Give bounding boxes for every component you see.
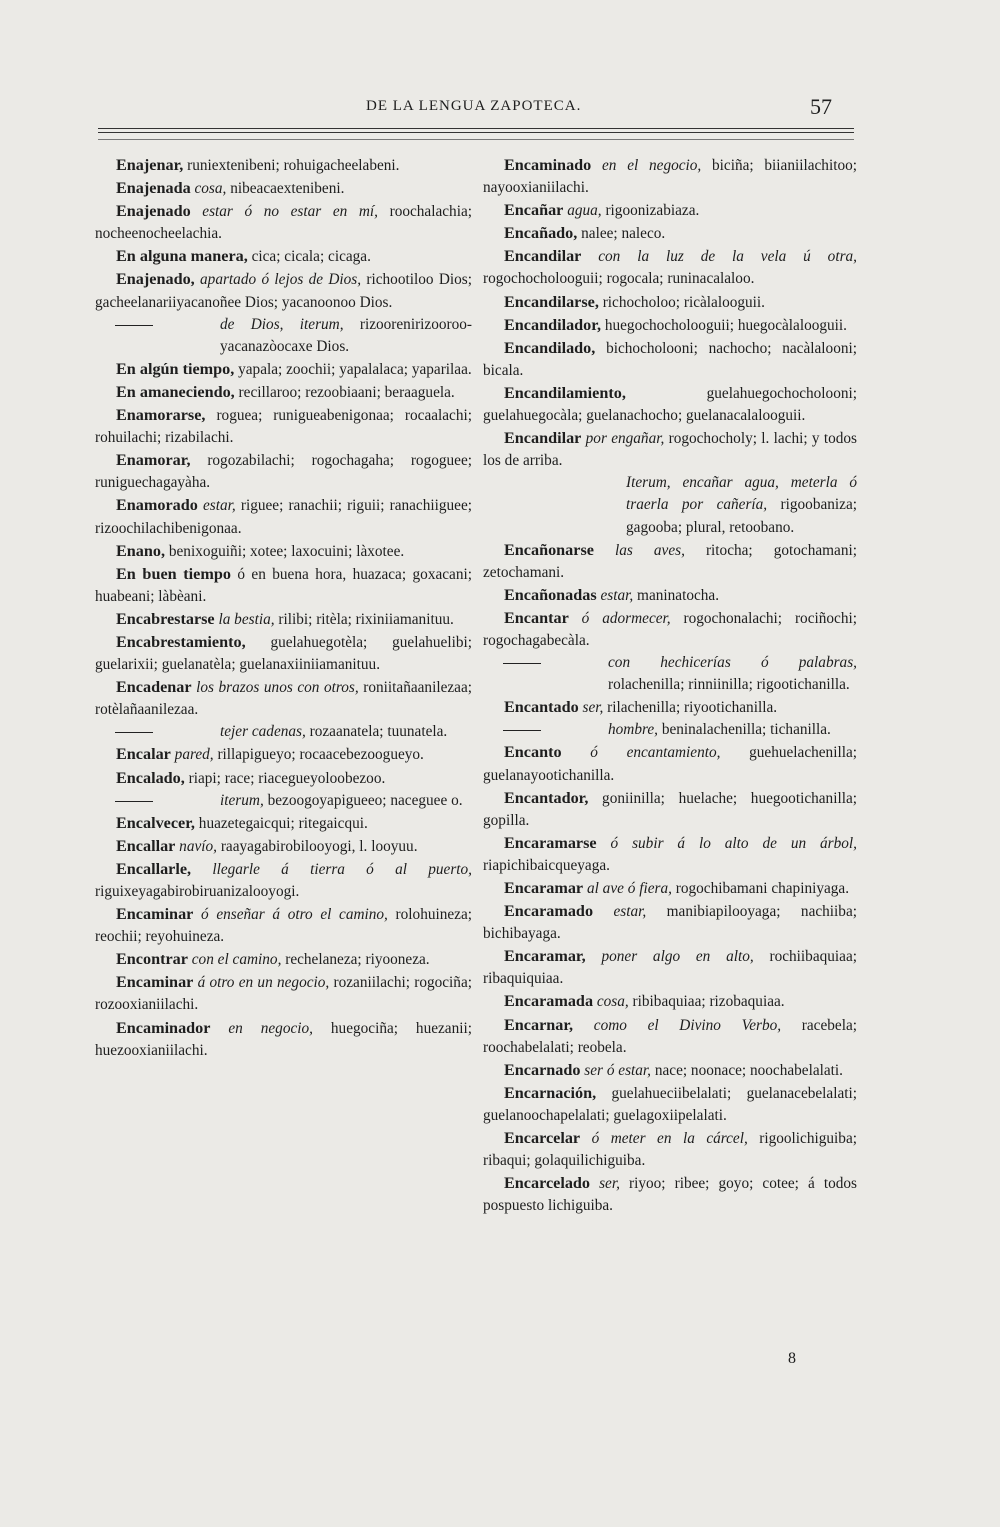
gloss-italic: tejer cadenas, <box>220 723 306 741</box>
translation: rigoobaniza; gagooba; plural, retoobano. <box>626 496 857 536</box>
headword: Encarnar, <box>504 1015 574 1034</box>
headword: Encantar <box>504 608 569 627</box>
header-rule <box>98 139 854 140</box>
dictionary-entry <box>95 721 472 743</box>
dictionary-entry <box>95 404 472 449</box>
translation: nalee; naleco. <box>577 225 666 243</box>
translation: ribibaquiaa; rizobaquiaa. <box>628 993 785 1011</box>
headword: Encarcelado <box>504 1174 591 1193</box>
translation: bichocholooni; nachocho; nacàlalooni; bicala. <box>483 339 857 379</box>
translation: rozaanatela; tuunatela. <box>305 723 448 741</box>
dictionary-entry <box>95 676 472 721</box>
translation: riguee; ranachii; riguii; ranachiiguee; rizoochilachibenigonaa. <box>95 497 472 537</box>
dictionary-entry <box>95 268 472 313</box>
headword: Encañar <box>504 201 564 220</box>
translation: rechelaneza; riyooneza. <box>281 951 430 969</box>
headword: Encaminar <box>116 905 194 924</box>
headword: Enajenado <box>116 202 191 221</box>
header-rule <box>98 128 854 129</box>
headword: Encanto <box>504 743 562 762</box>
dictionary-entry <box>483 154 857 199</box>
headword: Encaramar, <box>504 947 586 966</box>
dictionary-entry <box>483 222 857 245</box>
headword: Encarnado <box>504 1060 581 1079</box>
gloss-italic: agua, <box>563 202 602 220</box>
dictionary-entry <box>483 539 857 584</box>
translation: rogozabilachi; rogochagaha; rogoguee; runiguechagayàha. <box>95 452 472 492</box>
dictionary-entry <box>483 472 857 538</box>
translation: rogochibamani chapiniyaga. <box>671 880 850 897</box>
headword: Encandilarse, <box>504 292 599 311</box>
headword: En amaneciendo, <box>116 382 235 401</box>
dictionary-entry <box>483 652 857 696</box>
headword: Encañado, <box>504 224 578 243</box>
translation: biciña; biianiilachitoo; nayooxianiilachi. <box>483 157 857 197</box>
gloss-italic: pared, <box>170 746 214 764</box>
gloss-italic: en el negocio, <box>591 157 702 174</box>
headword: Encabrestamiento, <box>116 632 246 651</box>
dictionary-entry <box>483 832 857 877</box>
dictionary-entry <box>483 584 857 607</box>
headword: En alguna manera, <box>116 247 248 266</box>
translation: rogochocholooguii; rogocala; runinacalaloo. <box>483 270 755 288</box>
gloss-italic: por engañar, <box>581 430 665 448</box>
translation: rolachenilla; rinniinilla; rigootichanilla. <box>608 676 850 694</box>
headword: Encaramarse <box>504 833 597 852</box>
translation: riyoo; ribee; goyo; cotee; á todos pospuesto lichiguiba. <box>483 1175 858 1215</box>
gloss-italic: apartado ó lejos de Dios, <box>194 271 362 289</box>
headword: Enamorado <box>116 496 198 515</box>
translation: guelahueciibelalati; guelanacebelalati; guelanoochapelalati; guelagoxiipelalati. <box>483 1084 857 1124</box>
dictionary-entry <box>483 719 857 741</box>
dictionary-entry <box>483 787 857 832</box>
gloss-italic: ser, <box>590 1175 620 1193</box>
dictionary-entry <box>95 540 472 563</box>
translation: goniinilla; huelache; huegootichanilla; gopilla. <box>483 789 857 829</box>
translation: richocholoo; ricàlalooguii. <box>598 293 765 311</box>
dictionary-entry <box>483 877 857 900</box>
translation: rillapigueyo; rocaacebezoogueyo. <box>213 746 424 764</box>
headword: Encañonarse <box>504 540 594 559</box>
signature-mark: 8 <box>788 1350 796 1367</box>
translation: rigoonizabiaza. <box>601 202 700 220</box>
translation: benixoguiñi; xotee; laxocuini; làxotee. <box>165 542 405 560</box>
gloss-italic: al ave ó fiera, <box>583 880 672 897</box>
gloss-italic: navío, <box>175 837 217 855</box>
headword: Encaminador <box>116 1018 211 1037</box>
gloss-italic: los brazos unos con otros, <box>191 679 359 697</box>
translation: rigoolichiguiba; ribaqui; golaquilichiguiba. <box>483 1130 857 1170</box>
headword: Enajenado, <box>116 270 195 289</box>
translation: nace; noonace; noochabelalati. <box>651 1061 843 1079</box>
headword: Encadenar <box>116 678 192 697</box>
headword: Encaramada <box>504 992 594 1011</box>
dictionary-entry <box>95 358 472 381</box>
headword: Enajenar, <box>116 156 184 174</box>
gloss-italic: con la luz de la vela ú otra, <box>581 248 857 266</box>
gloss-italic: Iterum, encañar agua, meterla ó traerla por cañería, <box>626 474 857 514</box>
headword: En algún tiempo, <box>116 359 235 378</box>
translation: rogochonalachi; rociñochi; rogochagabecàla. <box>483 609 857 649</box>
translation: riguixeyagabirobiruanizalooyogi. <box>95 883 300 900</box>
headword: Encalar <box>116 745 171 764</box>
dictionary-entry <box>95 631 472 676</box>
headword: Encandilar <box>504 429 582 448</box>
translation: guelahuegotèla; guelahuelibi; guelarixii; guelanatèla; guelanaxiiniiamanituu. <box>95 633 472 674</box>
gloss-italic: estar, <box>593 903 647 921</box>
dictionary-entry <box>483 945 857 990</box>
right-column <box>483 154 857 1217</box>
dictionary-entry <box>95 835 472 858</box>
left-column <box>95 154 472 1062</box>
headword: Encallarle, <box>116 859 192 878</box>
dictionary-entry <box>95 812 472 835</box>
gloss-italic: ó meter en la cárcel, <box>580 1130 748 1148</box>
translation: roochalachia; nocheenocheelachia. <box>95 203 472 243</box>
dictionary-entry <box>483 1014 857 1059</box>
translation: racebela; roochabelalati; reobela. <box>483 1016 857 1056</box>
dictionary-entry <box>95 449 472 494</box>
gloss-italic: á otro en un negocio, <box>193 974 330 992</box>
dictionary-entry <box>95 767 472 790</box>
translation: yapala; zoochii; yapalalaca; yaparilaa. <box>234 360 472 378</box>
gloss-italic: las aves, <box>593 541 685 559</box>
dictionary-entry <box>95 494 472 539</box>
headword: Encaramar <box>504 879 584 897</box>
gloss-italic: con hechicerías ó palabras, <box>608 654 857 672</box>
dictionary-entry <box>95 245 472 268</box>
translation: roguea; runigueabenigonaa; rocaalachi; rohuilachi; rizabilachi. <box>95 407 472 447</box>
translation: maninatocha. <box>633 586 720 604</box>
headword: Encandilado, <box>504 338 596 357</box>
dictionary-entry <box>95 154 472 177</box>
gloss-italic: ser, <box>578 699 604 717</box>
headword: Encallar <box>116 836 176 855</box>
translation: huegochocholooguii; huegocàlalooguii. <box>601 316 847 334</box>
translation: rolohuineza; reochii; reyohuineza. <box>95 906 473 946</box>
headword: Encantador, <box>504 788 589 807</box>
gloss-italic: la bestia, <box>214 610 275 628</box>
running-title: DE LA LENGUA ZAPOTECA. <box>366 98 582 114</box>
headword: Enano, <box>116 541 166 560</box>
dictionary-entry <box>95 743 472 766</box>
header-rule <box>98 132 854 133</box>
gloss-italic: ser ó estar, <box>580 1061 652 1079</box>
translation: nibeacaextenibeni. <box>226 180 345 198</box>
translation: beninalachenilla; tichanilla. <box>658 721 831 739</box>
translation: huazetegaicqui; ritegaicqui. <box>194 814 368 832</box>
dictionary-entry <box>95 971 472 1016</box>
gloss-italic: poner algo en alto, <box>585 948 754 966</box>
dictionary-entry <box>95 314 472 358</box>
gloss-italic: estar ó no estar en mí, <box>190 203 378 221</box>
dictionary-entry <box>483 291 857 314</box>
gloss-italic: con el camino, <box>187 951 282 969</box>
headword: Encaramado <box>504 902 594 921</box>
headword: Enajenada <box>116 179 191 198</box>
dictionary-entry <box>95 200 472 245</box>
translation: rogochocholy; l. lachi; y todos los de arriba. <box>483 430 857 470</box>
dictionary-entry <box>483 314 857 337</box>
dictionary-entry <box>483 990 857 1013</box>
headword: Enamorarse, <box>116 406 206 425</box>
gloss-italic: cosa, <box>593 993 629 1011</box>
dictionary-entry <box>483 1082 857 1127</box>
dictionary-entry <box>483 1127 857 1172</box>
translation: raayagabirobilooyogi, l. looyuu. <box>217 837 418 855</box>
dictionary-entry <box>95 948 472 971</box>
headword: Encandilador, <box>504 315 602 334</box>
dictionary-entry <box>483 900 857 945</box>
headword: Encalvecer, <box>116 813 195 832</box>
dictionary-entry <box>483 741 857 786</box>
translation: riapi; race; riacegueyoloobezoo. <box>184 769 386 787</box>
headword: Encaminar <box>116 973 194 992</box>
ditto-dash <box>115 801 153 802</box>
gloss-italic: ó encantamiento, <box>561 744 721 762</box>
dictionary-entry <box>483 427 857 472</box>
running-header <box>98 94 854 124</box>
dictionary-entry <box>483 382 857 427</box>
gloss-italic: llegarle á tierra ó al puerto, <box>191 860 472 878</box>
gloss-italic: ó enseñar á otro el camino, <box>193 906 388 924</box>
headword: Encandilar <box>504 247 582 266</box>
gloss-italic: estar, <box>596 586 634 604</box>
page-number: 57 <box>810 94 832 119</box>
dictionary-entry <box>483 1059 857 1082</box>
dictionary-entry <box>483 199 857 222</box>
dictionary-entry <box>483 245 857 290</box>
translation: ritocha; gotochamani; zetochamani. <box>483 541 857 581</box>
translation: guehuelachenilla; guelanayootichanilla. <box>483 744 857 784</box>
gloss-italic: hombre, <box>608 721 658 739</box>
gloss-italic: como el Divino Verbo, <box>573 1016 782 1034</box>
ditto-dash <box>115 325 153 326</box>
headword: Enamorar, <box>116 451 191 470</box>
headword: Encandilamiento, <box>504 383 626 402</box>
dictionary-entry <box>95 903 472 948</box>
dictionary-entry <box>483 607 857 652</box>
headword: Encarcelar <box>504 1129 581 1148</box>
dictionary-entry <box>483 337 857 382</box>
gloss-italic: ó subir á lo alto de un árbol, <box>596 834 857 852</box>
gloss-italic: en negocio, <box>210 1019 313 1037</box>
headword: Encontrar <box>116 950 188 969</box>
ditto-dash <box>115 732 153 733</box>
headword: Encarnación, <box>504 1083 597 1102</box>
gloss-italic: de Dios, iterum, <box>220 315 344 333</box>
translation: rilachenilla; riyootichanilla. <box>603 699 778 717</box>
translation: richootiloo Dios; gacheelanariiyacanoñee Dios; yacanoonoo Dios. <box>95 271 472 311</box>
headword: Encalado, <box>116 768 185 787</box>
gloss-italic: ó adormecer, <box>568 609 671 627</box>
headword: Encantado <box>504 698 579 717</box>
ditto-dash <box>503 730 541 731</box>
translation: recillaroo; rezoobiaani; beraaguela. <box>234 383 455 401</box>
dictionary-entry <box>95 563 472 608</box>
dictionary-entry <box>95 790 472 812</box>
translation: roniitañaanilezaa; rotèlañaanilezaa. <box>95 679 472 719</box>
headword: Encaminado <box>504 156 592 174</box>
translation: runiextenibeni; rohuigacheelabeni. <box>183 157 400 174</box>
headword: Encabrestarse <box>116 609 215 628</box>
translation: riapichibaicqueyaga. <box>483 856 610 874</box>
dictionary-entry <box>95 1017 472 1062</box>
dictionary-entry <box>95 858 472 903</box>
ditto-dash <box>503 663 541 664</box>
dictionary-entry <box>483 1172 857 1217</box>
translation: ó en buena hora, huazaca; goxacani; huabeani; làbèani. <box>95 565 472 605</box>
translation: rizoorenirizoorooyacanazòocaxe Dios. <box>220 315 472 355</box>
translation: rozaniilachi; rogociña; rozooxianiilachi. <box>95 974 472 1014</box>
headword: En buen tiempo <box>116 564 231 583</box>
dictionary-entry <box>95 381 472 404</box>
translation: bezoogoyapigueeo; naceguee o. <box>263 791 463 809</box>
translation: rochiibaquiaa; ribaquiquiaa. <box>483 948 857 988</box>
translation: huegociña; huezanii; huezooxianiilachi. <box>95 1019 472 1059</box>
dictionary-entry <box>95 608 472 631</box>
dictionary-entry <box>95 177 472 200</box>
translation: rilibi; ritèla; rixiniiamanituu. <box>274 610 454 628</box>
translation: cica; cicala; cicaga. <box>247 248 371 266</box>
gloss-italic: iterum, <box>220 791 264 809</box>
translation: manibiapilooyaga; nachiiba; bichibayaga. <box>483 903 858 943</box>
translation: guelahuegochocholooni; guelahuegocàla; guelanachocho; guelanacalalooguii. <box>483 384 857 425</box>
dictionary-entry <box>483 696 857 719</box>
headword: Encañonadas <box>504 585 597 604</box>
gloss-italic: estar, <box>197 497 236 515</box>
gloss-italic: cosa, <box>190 180 227 198</box>
